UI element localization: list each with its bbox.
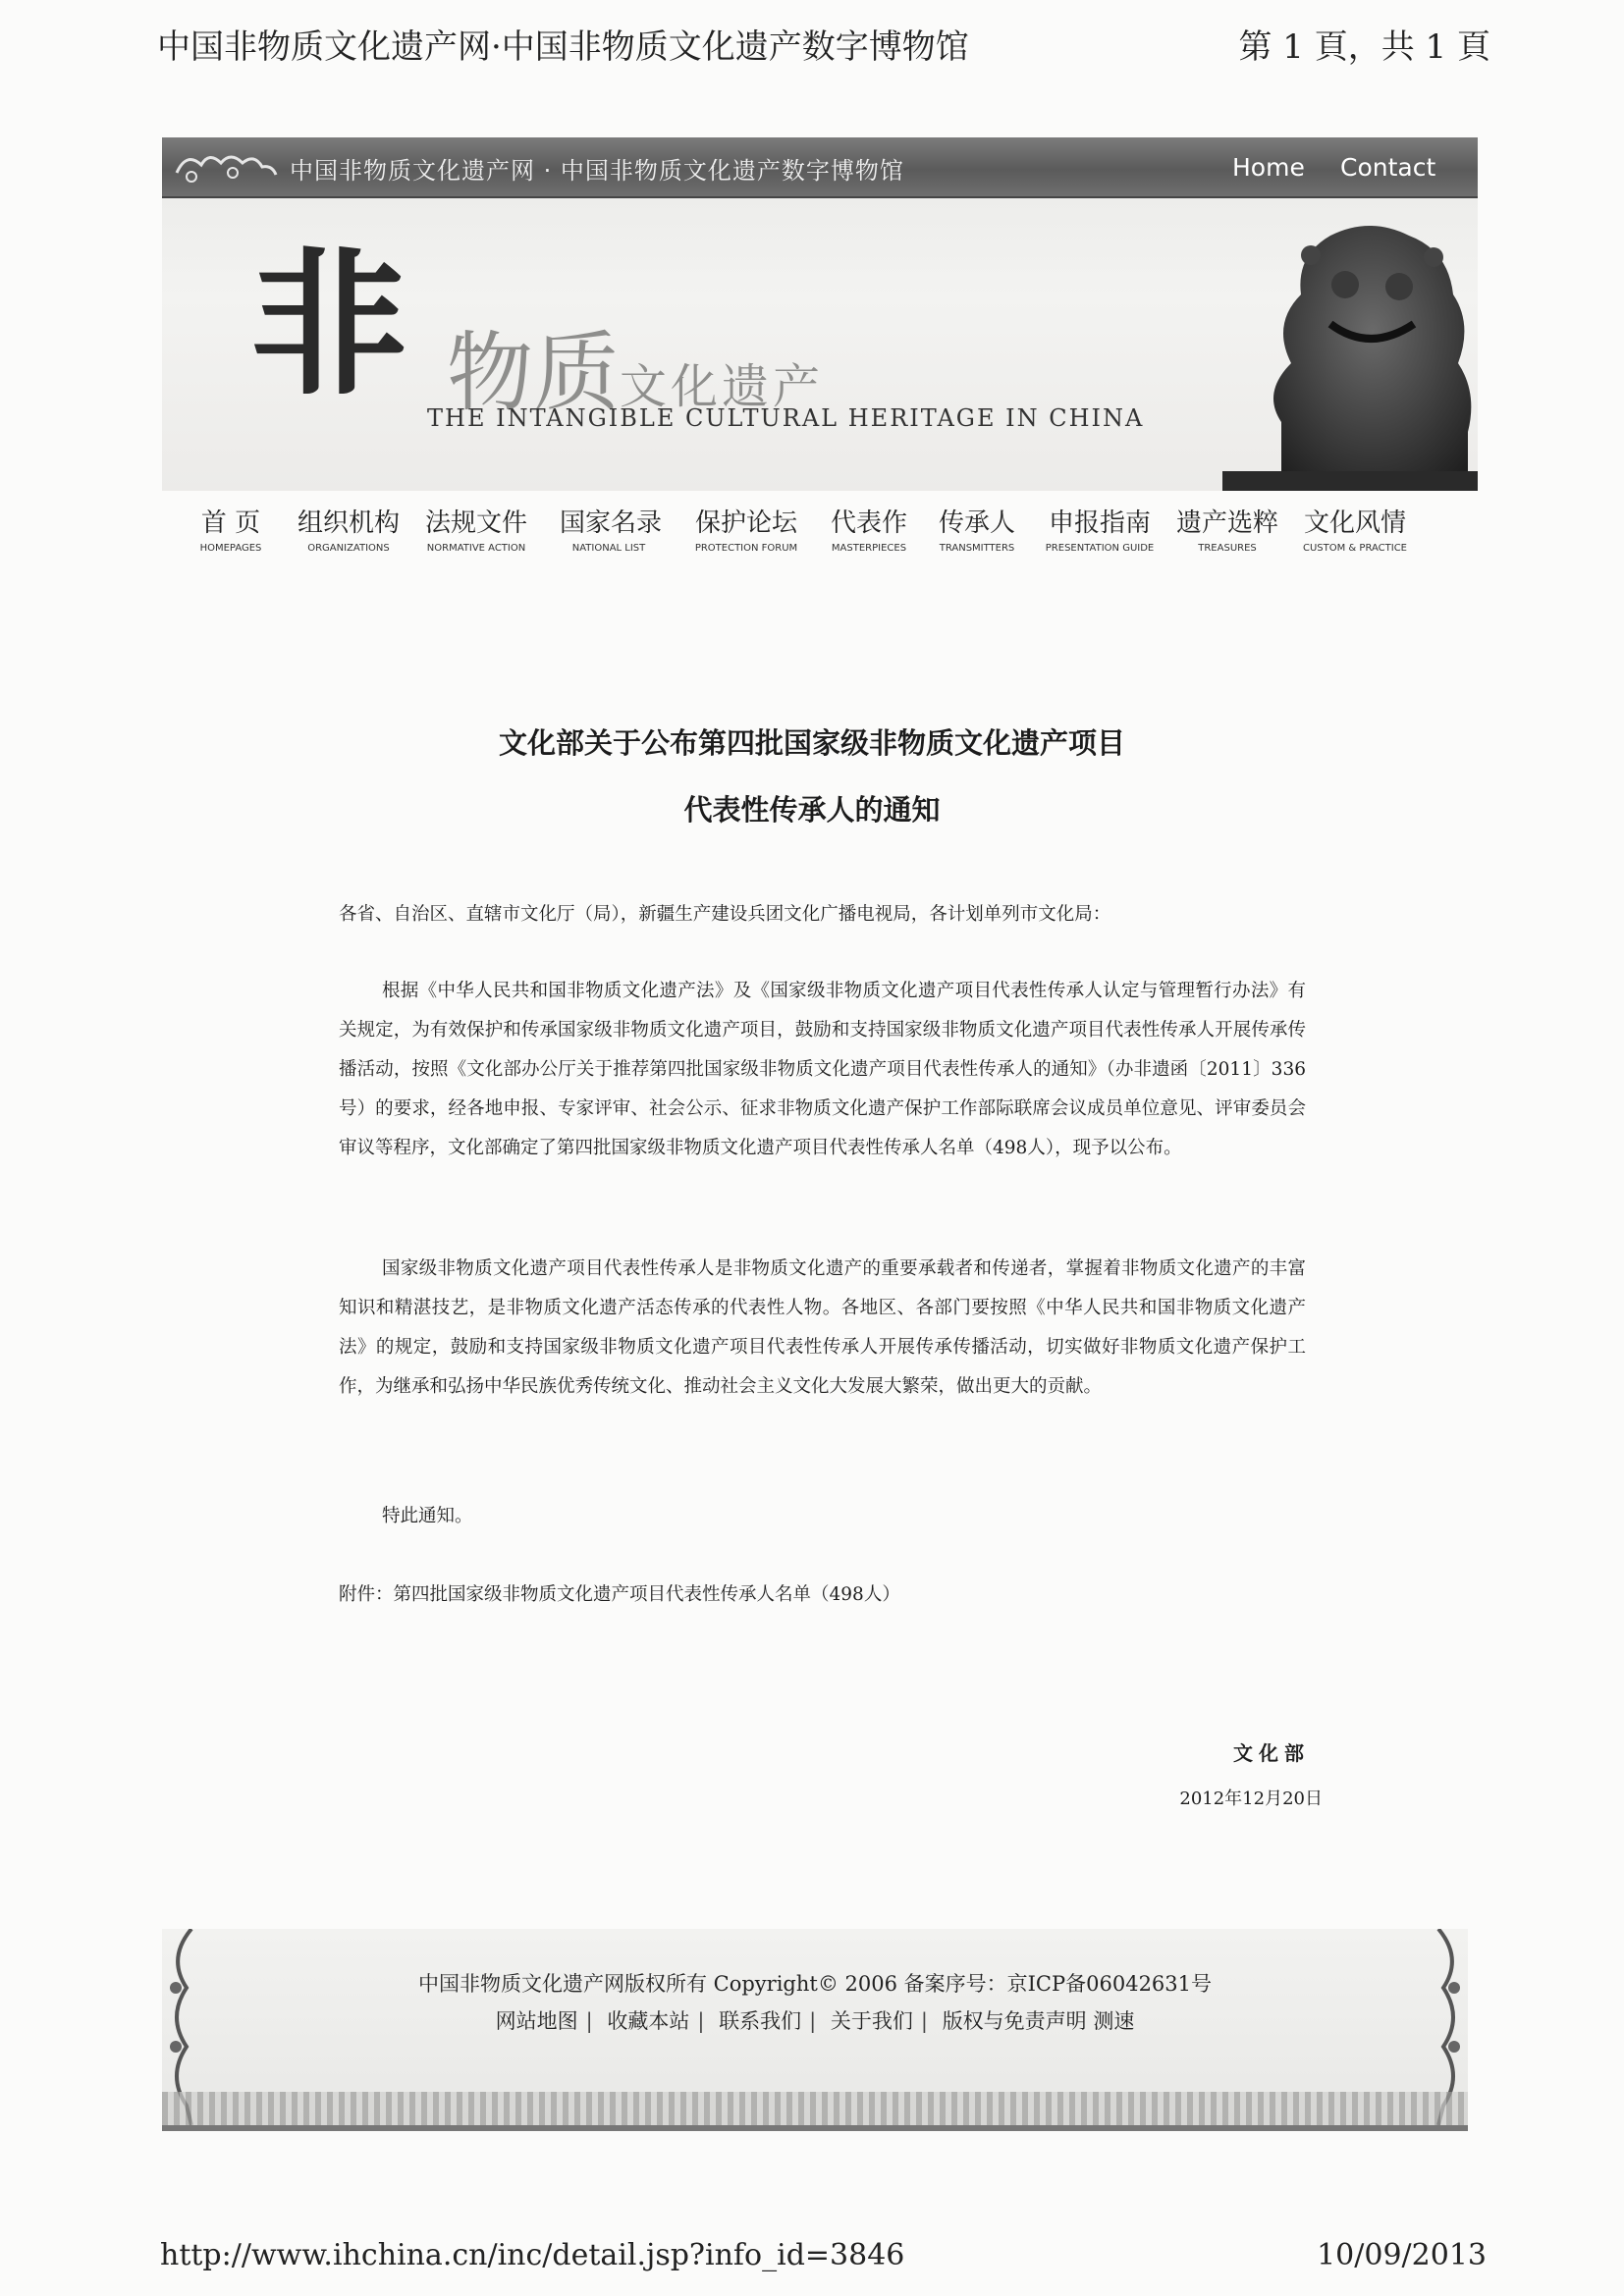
nav-protection-forum[interactable]	[687, 503, 805, 554]
nav-normative-action[interactable]	[417, 503, 535, 554]
footer-link-disclaimer[interactable]: 版权与免责声明	[942, 2009, 1087, 2033]
print-header	[0, 14, 1624, 73]
nav-label: 首 页	[200, 508, 261, 538]
banner-sub-small: 文化遗产	[620, 359, 825, 414]
nav-sublabel: PRESENTATION GUIDE	[1045, 543, 1155, 554]
banner-sub-large: 物质	[447, 322, 621, 423]
print-date: 10/09/2013	[1317, 2238, 1487, 2272]
nav-organizations[interactable]	[295, 503, 403, 554]
nav-label: 法规文件	[424, 508, 527, 538]
document-title-line-2: 代表性传承人的通知	[683, 793, 941, 827]
footer-links	[162, 2005, 1468, 2035]
nav-sublabel: ORGANIZATIONS	[307, 543, 390, 554]
nav-label: 组织机构	[297, 508, 400, 538]
nav-sublabel: HOMEPAGES	[199, 543, 262, 554]
nav-treasures[interactable]	[1173, 503, 1281, 554]
cloud-ornament-icon	[172, 143, 280, 190]
nav-label: 传承人	[938, 508, 1015, 538]
nav-label: 保护论坛	[694, 508, 797, 538]
contact-link[interactable]: Contact	[1340, 153, 1436, 182]
footer-separator: |	[697, 2009, 705, 2033]
nav-sublabel: TRANSMITTERS	[939, 543, 1015, 554]
banner-site-name: 中国非物质文化遗产网 · 中国非物质文化遗产数字博物馆	[290, 157, 904, 185]
main-navigation	[196, 503, 1473, 571]
footer-link-speedtest[interactable]: 测速	[1093, 2009, 1135, 2033]
banner-big-character: 非	[250, 232, 408, 416]
document-paragraph-1: 根据《中华人民共和国非物质文化遗产法》及《国家级非物质文化遗产项目代表性传承人认定与管理暂行办法》有关规定，为有效保护和传承国家级非物质文化遗产项目，鼓励和支持国家级非物质文化遗产项目代表性传承人开展传承传播活动，按照《文化部办公厅关于推荐第四批国家级非物质文化遗产项目代表性传承人的通知》（办非遗函〔2011〕336号）的要求，经各地申报、专家评审、社会公示、征求非物质文化遗产保护工作部际联席会议成员单位意见、评审委员会审议等程序，文化部确定了第四批国家级非物质文化遗产项目代表性传承人名单（498人），现予以公布。	[339, 981, 1306, 1158]
footer-link-contact[interactable]: 联系我们	[719, 2009, 802, 2033]
banner-top-strip	[162, 137, 1478, 198]
site-banner	[162, 137, 1478, 491]
nav-masterpieces[interactable]	[825, 503, 913, 554]
site-footer	[162, 1929, 1468, 2131]
print-footer	[0, 2238, 1624, 2287]
footer-link-sitemap[interactable]: 网站地图	[495, 2009, 578, 2033]
document-date: 2012年12月20日	[1179, 1789, 1323, 1809]
nav-transmitters[interactable]	[928, 503, 1026, 554]
nav-label: 国家名录	[560, 508, 663, 538]
nav-label: 文化风情	[1303, 508, 1406, 538]
attachment-label: 附件：	[339, 1584, 394, 1605]
nav-custom-practice[interactable]	[1291, 503, 1419, 554]
nav-sublabel: CUSTOM & PRACTICE	[1303, 543, 1407, 554]
nav-sublabel: MASTERPIECES	[831, 543, 907, 554]
print-url: http://www.ihchina.cn/inc/detail.jsp?info_id=3846	[160, 2238, 905, 2272]
home-link[interactable]: Home	[1232, 153, 1305, 182]
nav-national-list[interactable]	[560, 503, 663, 554]
document-title-line-1: 文化部关于公布第四批国家级非物质文化遗产项目	[498, 726, 1125, 760]
document-salutation: 各省、自治区、直辖市文化厅（局），新疆生产建设兵团文化广播电视局，各计划单列市文化局：	[339, 904, 1111, 925]
attachment-link[interactable]: 第四批国家级非物质文化遗产项目代表性传承人名单（498人）	[393, 1584, 900, 1605]
footer-separator: |	[920, 2009, 928, 2033]
nav-homepages[interactable]	[196, 503, 265, 554]
footer-decorative-band	[162, 2092, 1468, 2125]
footer-separator: |	[809, 2009, 817, 2033]
print-page-number: 第 1 頁，共 1 頁	[1238, 27, 1490, 67]
footer-copyright: 中国非物质文化遗产网版权所有 Copyright© 2006 备案序号：京ICP备06042631号	[417, 1972, 1213, 1996]
nav-sublabel: TREASURES	[1198, 543, 1257, 554]
nav-label: 申报指南	[1048, 508, 1151, 538]
footer-link-about[interactable]: 关于我们	[830, 2009, 913, 2033]
document-paragraph-2: 国家级非物质文化遗产项目代表性传承人是非物质文化遗产的重要承载者和传递者，掌握着非物质文化遗产的丰富知识和精湛技艺，是非物质文化遗产活态传承的代表性人物。各地区、各部门要按照《中华人民共和国非物质文化遗产法》的规定，鼓励和支持国家级非物质文化遗产项目代表性传承人开展传承传播活动，切实做好非物质文化遗产保护工作，为继承和弘扬中华民族优秀传统文化、推动社会主义文化大发展大繁荣，做出更大的贡献。	[339, 1258, 1306, 1397]
document-closing: 特此通知。	[382, 1506, 473, 1526]
nav-label: 遗产选粹	[1175, 508, 1278, 538]
nav-sublabel: PROTECTION FORUM	[694, 543, 798, 554]
footer-link-bookmark[interactable]: 收藏本站	[607, 2009, 690, 2033]
document-issuer: 文化部	[1233, 1741, 1310, 1765]
print-page-title: 中国非物质文化遗产网·中国非物质文化遗产数字博物馆	[157, 27, 969, 67]
nav-sublabel: NORMATIVE ACTION	[426, 543, 526, 554]
stone-lion-icon	[1222, 196, 1478, 491]
nav-sublabel: NATIONAL LIST	[571, 543, 646, 554]
nav-presentation-guide[interactable]	[1036, 503, 1164, 554]
nav-label: 代表作	[830, 508, 907, 538]
footer-separator: |	[585, 2009, 593, 2033]
banner-english-title: THE INTANGIBLE CULTURAL HERITAGE IN CHINA	[427, 404, 1145, 432]
document-attachment	[339, 1580, 900, 1606]
